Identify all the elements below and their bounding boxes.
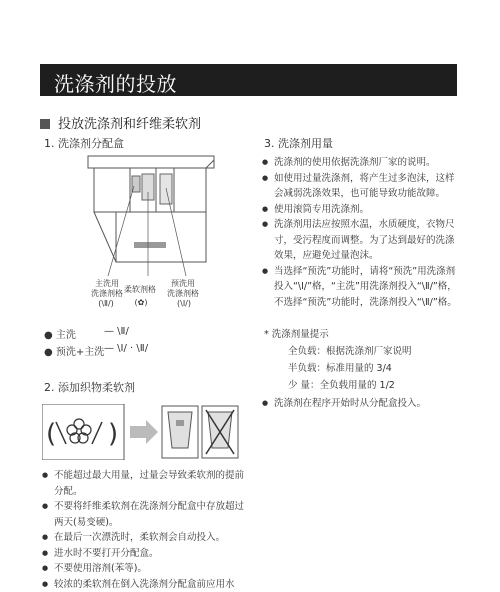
title-bar (40, 64, 457, 96)
dispense-note-list (262, 396, 462, 412)
section-heading-text: 投放洗涤剂和纤维柔软剂 (58, 117, 201, 132)
dosage-tips (264, 326, 412, 394)
list-item: ● 不能超过最大用量，过量会导致柔软剂的提前分配。 (42, 468, 252, 499)
list-item: ● 不要使用溶剂(苯等)。 (42, 561, 252, 577)
symbol-row-main-symbol: — \Ⅱ/ (104, 326, 129, 337)
page-title: 洗涤剂的投放 (54, 68, 177, 97)
list-item: ● 不要将纤维柔软剂在洗涤剂分配盒中存放超过两天(易变硬)。 (42, 499, 252, 530)
list-item: ● 洗涤剂在程序开始时从分配盒投入。 (262, 396, 462, 412)
symbol-row-prewash-symbol: — \Ⅰ/ · \Ⅱ/ (104, 343, 148, 354)
tip-line: 少 量：全负载用量的 1/2 (264, 377, 412, 394)
symbol-row-main-label: 主洗 (56, 330, 76, 341)
list-item: ● 如使用过量洗涤剂，将产生过多泡沫，这样会减弱洗涤效果，也可能导致功能故障。 (262, 171, 462, 202)
symbol-main-compartment: (\Ⅱ/) (86, 299, 126, 309)
list-item: ● 进水时不要打开分配盒。 (42, 546, 252, 562)
label-prewash-compartment: 预洗用 洗涤剂格 (160, 279, 206, 299)
label-softener-compartment: 柔软剂格 (120, 285, 160, 295)
subheading-softener: 2. 添加织物柔软剂 (44, 380, 135, 396)
list-item: ● 洗涤剂用法应按照水温，水质硬度，衣物尺寸，受污程度而调整。为了达到最好的洗涤效果，应避免过量泡沫。 (262, 217, 462, 264)
symbol-row-main: ● 主洗 (44, 326, 76, 341)
square-bullet-icon (40, 119, 50, 129)
symbol-prewash-compartment: (\Ⅰ/) (164, 299, 204, 309)
section-heading (40, 113, 201, 132)
list-item: ● 洗涤剂的使用依据洗涤剂厂家的说明。 (262, 155, 462, 171)
subheading-dispenser: 1. 洗涤剂分配盒 (44, 136, 124, 152)
label-main-compartment: 主洗用 洗涤剂格 (82, 279, 132, 299)
svg-text:(: ( (46, 419, 56, 449)
tips-title: * 洗涤剂量提示 (264, 326, 412, 343)
list-item: ● 当选择“预洗”功能时，请将“预洗”用洗涤剂投入“\Ⅰ/”格，“主洗”用洗涤剂投入“\Ⅱ/”格，不选择“预洗”功能时，洗涤剂投入“\Ⅱ/”格。 (262, 264, 462, 311)
list-item: ● 在最后一次漂洗时，柔软剂会自动投入。 (42, 530, 252, 546)
symbol-row-prewash: ● 预洗+主洗 (44, 343, 104, 358)
softener-notes-list (42, 468, 252, 592)
tip-line: 全负载：根据洗涤剂厂家说明 (264, 343, 412, 360)
svg-text:): ) (108, 419, 118, 449)
symbol-softener-compartment: (✿) (124, 298, 158, 308)
symbol-row-prewash-label: 预洗+主洗 (56, 347, 104, 358)
list-item: ● 较浓的柔软剂在倒入洗涤剂分配盒前应用水 (42, 577, 252, 592)
dosage-notes-list (262, 155, 462, 310)
list-item: ● 使用滚筒专用洗涤剂。 (262, 202, 462, 218)
subheading-dosage: 3. 洗涤剂用量 (264, 136, 333, 152)
softener-illustration (42, 404, 242, 460)
tip-line: 半负载：标准用量的 3/4 (264, 360, 412, 377)
